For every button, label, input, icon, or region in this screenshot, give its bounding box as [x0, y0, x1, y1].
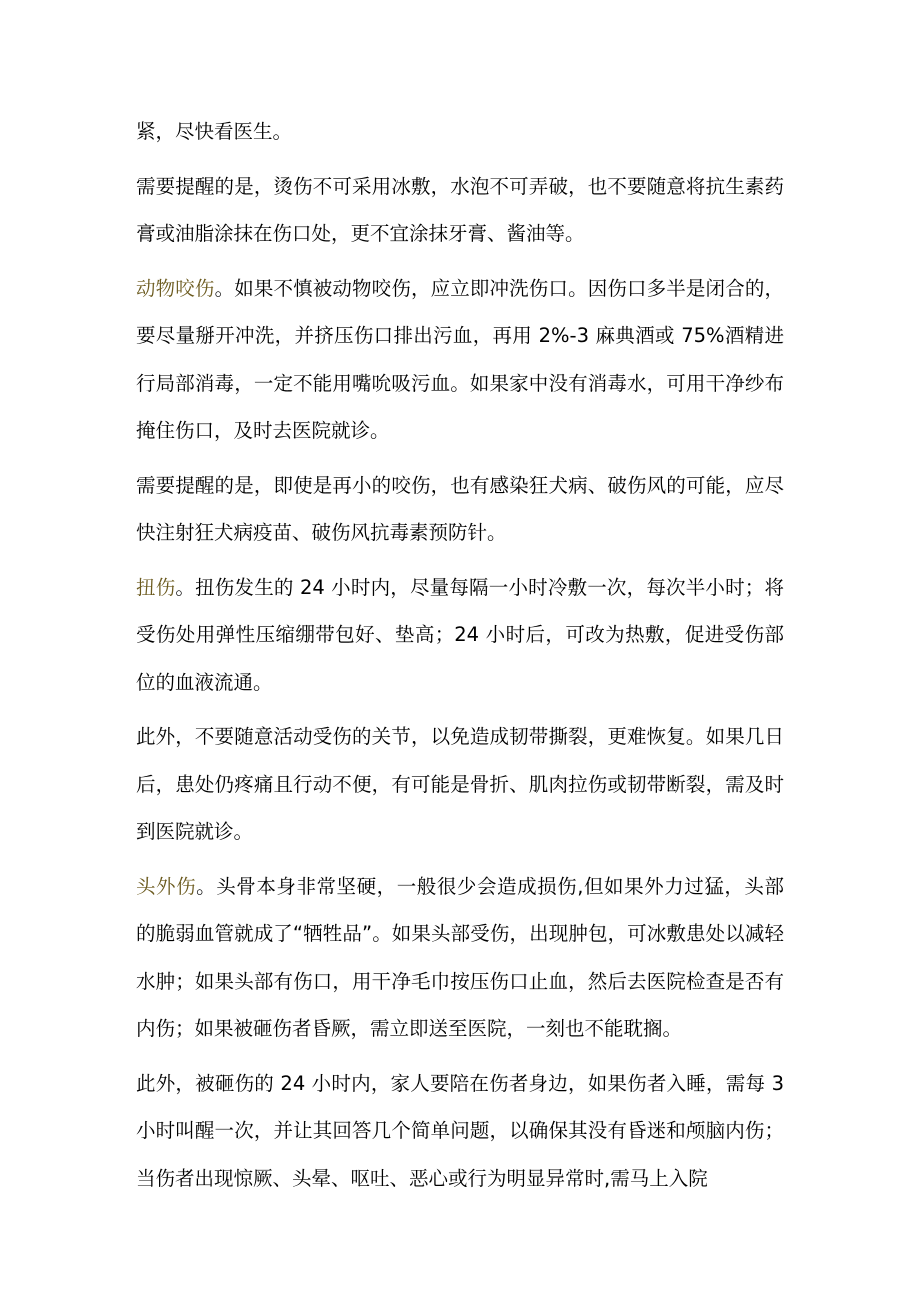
paragraph-sprain — [136, 564, 784, 707]
paragraph-1 — [136, 108, 784, 156]
paragraph-text: 此外，不要随意活动受伤的关节，以免造成韧带撕裂，更难恢复。如果几日后，患处仍疼痛且行动不便，有可能是骨折、肌肉拉伤或韧带断裂，需及时到医院就诊。 — [136, 725, 784, 843]
section-heading-sprain: 扭伤 — [136, 575, 176, 599]
paragraph-text: 需要提醒的是，即使是再小的咬伤，也有感染狂犬病、破伤风的可能，应尽快注射狂犬病疫苗、破伤风抗毒素预防针。 — [136, 473, 784, 544]
document-page — [136, 108, 784, 1209]
paragraph-head-injury — [136, 863, 784, 1053]
paragraph-text: 此外，被砸伤的 24 小时内，家人要陪在伤者身边，如果伤者入睡，需每 3 小时叫醒一次，并让其回答几个简单问题，以确保其没有昏迷和颅脑内伤；当伤者出现惊厥、头晕、呕吐、恶心或行为明显异常时,需马上入院 — [136, 1071, 784, 1190]
paragraph-4 — [136, 462, 784, 557]
paragraph-2 — [136, 163, 784, 258]
section-heading-animal-bite: 动物咬伤 — [136, 276, 215, 300]
paragraph-6 — [136, 713, 784, 856]
paragraph-8 — [136, 1060, 784, 1203]
paragraph-text: 。头骨本身非常坚硬，一般很少会造成损伤,但如果外力过猛，头部的脆弱血管就成了“牺牲品”。如果头部受伤，出现肿包，可冰敷患处以减轻水肿；如果头部有伤口，用干净毛巾按压伤口止血，然后去医院检查是否有内伤；如果被砸伤者昏厥，需立即送至医院，一刻也不能耽搁。 — [136, 874, 784, 1040]
paragraph-animal-bite — [136, 265, 784, 455]
paragraph-text: 紧，尽快看医生。 — [136, 120, 293, 143]
section-heading-head-injury: 头外伤 — [136, 874, 197, 898]
paragraph-text: 需要提醒的是，烫伤不可采用冰敷，水泡不可弄破，也不要随意将抗生素药膏或油脂涂抹在伤口处，更不宜涂抹牙膏、酱油等。 — [136, 174, 784, 245]
paragraph-text: 。如果不慎被动物咬伤，应立即冲洗伤口。因伤口多半是闭合的，要尽量掰开冲洗，并挤压伤口排出污血，再用 2%-3 麻典酒或 75%酒精进行局部消毒，一定不能用嘴吮吸污血。如果家中没有消毒水，可用干净纱布掩住伤口，及时去医院就诊。 — [136, 276, 784, 442]
paragraph-text: 。扭伤发生的 24 小时内，尽量每隔一小时冷敷一次，每次半小时；将受伤处用弹性压缩绷带包好、垫高；24 小时后，可改为热敷，促进受伤部位的血液流通。 — [136, 575, 784, 694]
